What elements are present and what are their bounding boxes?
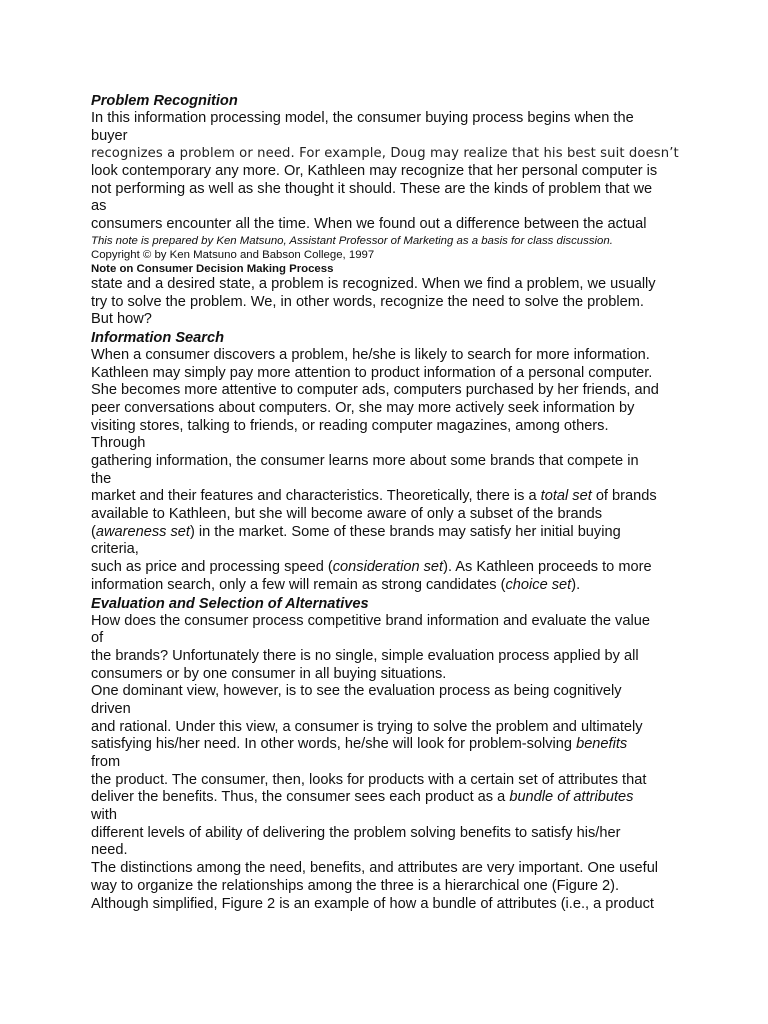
text-line: the brands? Unfortunately there is no single, simple evaluation process applied by all — [91, 647, 639, 664]
text-line: visiting stores, talking to friends, or reading computer magazines, among others. — [91, 417, 609, 434]
text-line: available to Kathleen, but she will become aware of only a subset of the brands — [91, 506, 603, 523]
text-line: of — [91, 630, 104, 647]
text-span: deliver the benefits. Thus, the consumer sees each product as a — [91, 789, 510, 806]
term-total-set: total set — [540, 488, 592, 505]
text-line — [91, 524, 691, 542]
text-line: way to organize the relationships among the three is a hierarchical one (Figure 2). — [91, 877, 620, 894]
term-benefits: benefits — [576, 736, 628, 753]
heading-information-search: Information Search — [91, 329, 224, 346]
text-line: not performing as well as she thought it should. These are the kinds of problem that we — [91, 180, 653, 197]
text-line: driven — [91, 700, 131, 717]
heading-problem-recognition: Problem Recognition — [91, 93, 238, 109]
text-line: Kathleen may simply pay more attention to product information of a personal computer. — [91, 364, 653, 381]
text-line: state and a desired state, a problem is recognized. When we find a problem, we usually — [91, 275, 656, 292]
document-page — [91, 92, 691, 913]
text-line: buyer — [91, 127, 128, 144]
text-line: need. — [91, 842, 128, 859]
term-bundle-of-attributes: bundle of attributes — [509, 789, 634, 806]
text-span: satisfying his/her need. In other words, he/she will look for problem-solving — [91, 736, 577, 753]
text-line: recognizes a problem or need. For example, Doug may realize that his best suit doesn’t — [91, 146, 679, 162]
text-line: consumers encounter all the time. When we found out a difference between the actual — [91, 216, 647, 233]
text-line: She becomes more attentive to computer ads, computers purchased by her friends, and — [91, 382, 659, 399]
heading-evaluation: Evaluation and Selection of Alternatives — [91, 595, 369, 612]
footnote-prepared-by: This note is prepared by Ken Matsuno, Assistant Professor of Marketing as a basis for class discussion. — [91, 234, 613, 247]
text-span: ). — [571, 576, 581, 593]
text-span: such as price and processing speed ( — [91, 559, 333, 576]
text-line — [91, 789, 691, 807]
note-title: Note on Consumer Decision Making Process — [91, 262, 334, 275]
footnote-copyright: Copyright © by Ken Matsuno and Babson College, 1997 — [91, 248, 375, 261]
text-line: as — [91, 198, 107, 215]
text-line: try to solve the problem. We, in other words, recognize the need to solve the problem. — [91, 293, 644, 310]
text-line — [91, 559, 691, 577]
text-span: ) in the market. Some of these brands may satisfy her initial buying — [189, 523, 621, 540]
text-line: gathering information, the consumer learns more about some brands that compete in — [91, 453, 639, 469]
term-consideration-set: consideration set — [332, 559, 444, 576]
text-line: Although simplified, Figure 2 is an example of how a bundle of attributes (i.e., a product — [91, 895, 654, 912]
text-line: from — [91, 754, 121, 770]
text-span: ( — [91, 523, 96, 540]
text-line: How does the consumer process competitive brand information and evaluate the value — [91, 612, 650, 629]
text-line: the — [91, 470, 112, 487]
text-span: information search, only a few will remain as strong candidates ( — [91, 576, 506, 593]
text-line — [91, 736, 691, 754]
text-line: One dominant view, however, is to see the evaluation process as being cognitively — [91, 683, 622, 700]
text-line: and rational. Under this view, a consumer is trying to solve the problem and ultimately — [91, 718, 643, 735]
text-line: different levels of ability of delivering the problem solving benefits to satisfy his/her — [91, 824, 621, 841]
text-line — [91, 488, 691, 506]
text-line: peer conversations about computers. Or, she may more actively seek information by — [91, 399, 635, 416]
text-line: the product. The consumer, then, looks for products with a certain set of attributes that — [91, 771, 647, 788]
text-line: consumers or by one consumer in all buying situations. — [91, 665, 447, 682]
text-span: ). As Kathleen proceeds to more — [443, 559, 652, 576]
text-line: But how? — [91, 311, 152, 328]
text-line: with — [91, 807, 117, 824]
term-awareness-set: awareness set — [95, 523, 190, 540]
text-line: Through — [91, 435, 146, 452]
text-span: market and their features and characteristics. Theoretically, there is a — [91, 488, 541, 505]
term-choice-set: choice set — [505, 576, 572, 593]
text-line: The distinctions among the need, benefits, and attributes are very important. One useful — [91, 860, 659, 877]
text-line — [91, 577, 691, 595]
text-line: look contemporary any more. Or, Kathleen may recognize that her personal computer is — [91, 163, 658, 180]
text-line: In this information processing model, the consumer buying process begins when the — [91, 110, 634, 126]
text-span: of brands — [591, 488, 657, 505]
text-line: When a consumer discovers a problem, he/she is likely to search for more information. — [91, 346, 650, 363]
text-line: criteria, — [91, 541, 139, 558]
